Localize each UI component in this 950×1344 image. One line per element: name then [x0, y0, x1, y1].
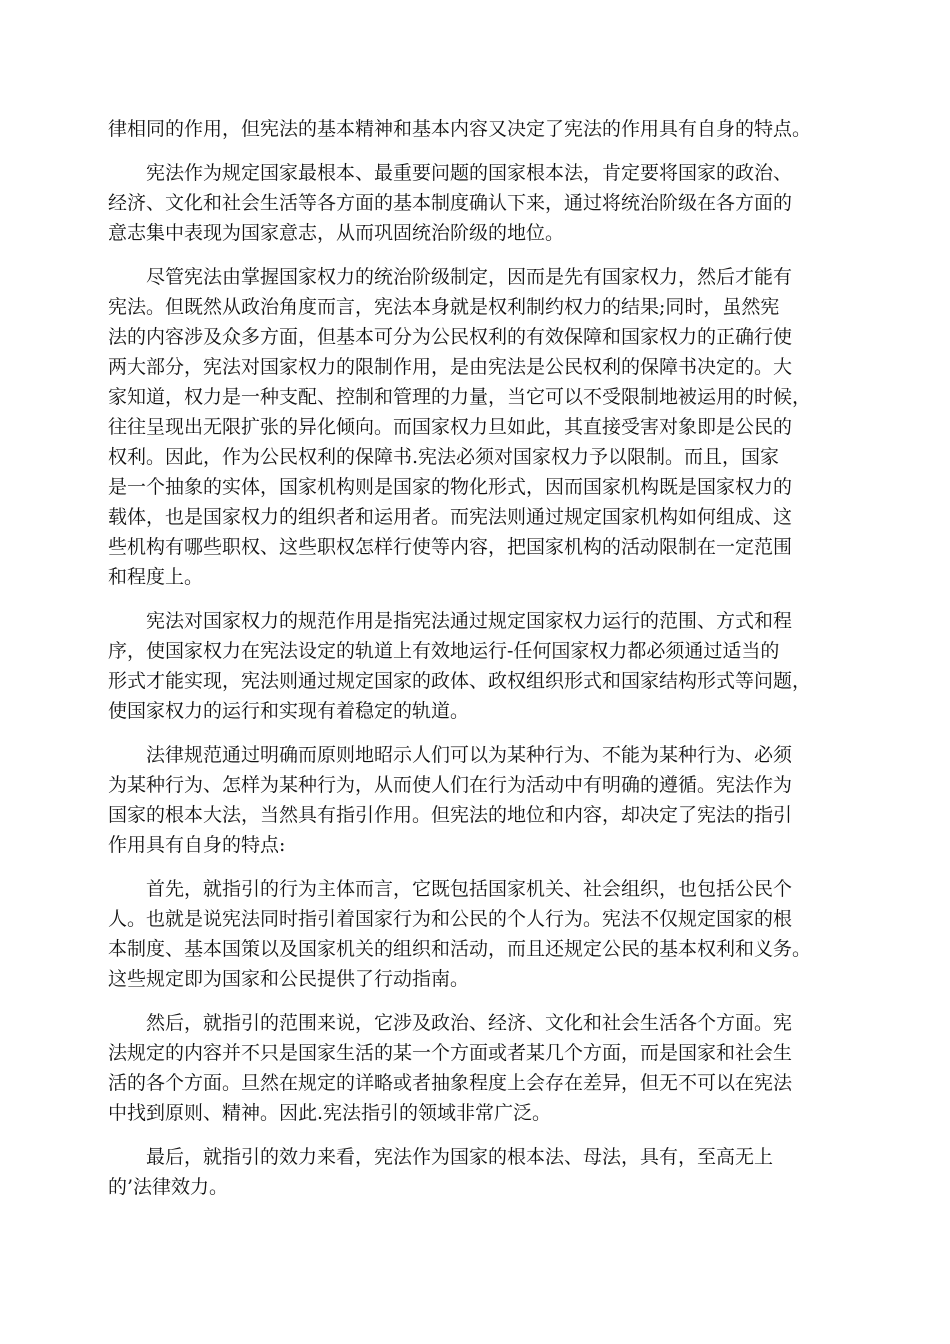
text-line: 家知道，权力是一种支配、控制和管理的力量，当它可以不受限制地被运用的时候， — [108, 386, 812, 408]
paragraph-5 — [108, 740, 843, 860]
paragraph-1 — [108, 114, 843, 144]
text-line: 些机构有哪些职权、这些职权怎样行使等内容，把国家机构的活动限制在一定范围 — [108, 536, 793, 558]
text-line: 往往呈现出无限扩张的异化倾向。而国家权力旦如此，其直接受害对象即是公民的 — [108, 416, 793, 438]
text-line: 这些规定即为国家和公民提供了行动指南。 — [108, 968, 470, 990]
paragraph-8 — [108, 1142, 843, 1202]
text-line: 为某种行为、怎样为某种行为，从而使人们在行为活动中有明确的遵循。宪法作为 — [108, 774, 793, 796]
text-line: 宪法对国家权力的规范作用是指宪法通过规定国家权力运行的范围、方式和程 — [146, 610, 793, 632]
text-line: 本制度、基本国策以及国家机关的组织和活动，而且还规定公民的基本权利和义务。 — [108, 938, 812, 960]
text-line: 国家的根本大法，当然具有指引作用。但宪法的地位和内容，却决定了宪法的指引 — [108, 804, 793, 826]
paragraph-3 — [108, 262, 843, 592]
text-line: 法规定的内容并不只是国家生活的某一个方面或者某几个方面，而是国家和社会生 — [108, 1042, 793, 1064]
paragraph-2 — [108, 158, 843, 248]
text-line: 人。也就是说宪法同时指引着国家行为和公民的个人行为。宪法不仅规定国家的根 — [108, 908, 793, 930]
text-line: 使国家权力的运行和实现有着稳定的轨道。 — [108, 700, 470, 722]
text-line: 法的内容涉及众多方面，但基本可分为公民权利的有效保障和国家权力的正确行使 — [108, 326, 793, 348]
text-line: 尽管宪法由掌握国家权力的统治阶级制定，因而是先有国家权力，然后才能有 — [146, 266, 793, 288]
text-line: 最后，就指引的效力来看，宪法作为国家的根本法、母法，具有，至高无上 — [146, 1146, 774, 1168]
text-line: 意志集中表现为国家意志，从而巩固统治阶级的地位。 — [108, 222, 565, 244]
paragraph-4 — [108, 606, 843, 726]
text-line: 中找到原则、精神。因此.宪法指引的领域非常广泛。 — [108, 1102, 552, 1124]
text-line: 然后，就指引的范围来说，它涉及政治、经济、文化和社会生活各个方面。宪 — [146, 1012, 793, 1034]
text-line: 权利。因此，作为公民权利的保障书.宪法必须对国家权力予以限制。而且，国家 — [108, 446, 780, 468]
text-line: 和程度上。 — [108, 566, 204, 588]
paragraph-6 — [108, 874, 843, 994]
text-line: 宪法作为规定国家最根本、最重要问题的国家根本法，肯定要将国家的政治、 — [146, 162, 793, 184]
text-line: 首先，就指引的行为主体而言，它既包括国家机关、社会组织，也包括公民个 — [146, 878, 793, 900]
text-line: 序，使国家权力在宪法设定的轨道上有效地运行-任何国家权力都必须通过适当的 — [108, 640, 780, 662]
text-line: 作用具有自身的特点: — [108, 834, 286, 856]
text-line: 活的各个方面。旦然在规定的详略或者抽象程度上会存在差异，但无不可以在宪法 — [108, 1072, 793, 1094]
text-line: 法律规范通过明确而原则地昭示人们可以为某种行为、不能为某种行为、必须 — [146, 744, 793, 766]
text-line: 宪法。但既然从政治角度而言，宪法本身就是权利制约权力的结果;同时，虽然宪 — [108, 296, 780, 318]
paragraph-7 — [108, 1008, 843, 1128]
document-body — [108, 114, 843, 1216]
text-line: 形式才能实现，宪法则通过规定国家的政体、政权组织形式和国家结构形式等问题， — [108, 670, 812, 692]
text-line: 载体，也是国家权力的组织者和运用者。而宪法则通过规定国家机构如何组成、这 — [108, 506, 793, 528]
text-line: 是一个抽象的实体，国家机构则是国家的物化形式，因而国家机构既是国家权力的 — [108, 476, 793, 498]
text-line: 两大部分，宪法对国家权力的限制作用，是由宪法是公民权利的保障书决定的。大 — [108, 356, 793, 378]
text-line: 的’法律效力。 — [108, 1176, 229, 1198]
text-line: 律相同的作用，但宪法的基本精神和基本内容又决定了宪法的作用具有自身的特点。 — [108, 118, 812, 140]
text-line: 经济、文化和社会生活等各方面的基本制度确认下来，通过将统治阶级在各方面的 — [108, 192, 793, 214]
